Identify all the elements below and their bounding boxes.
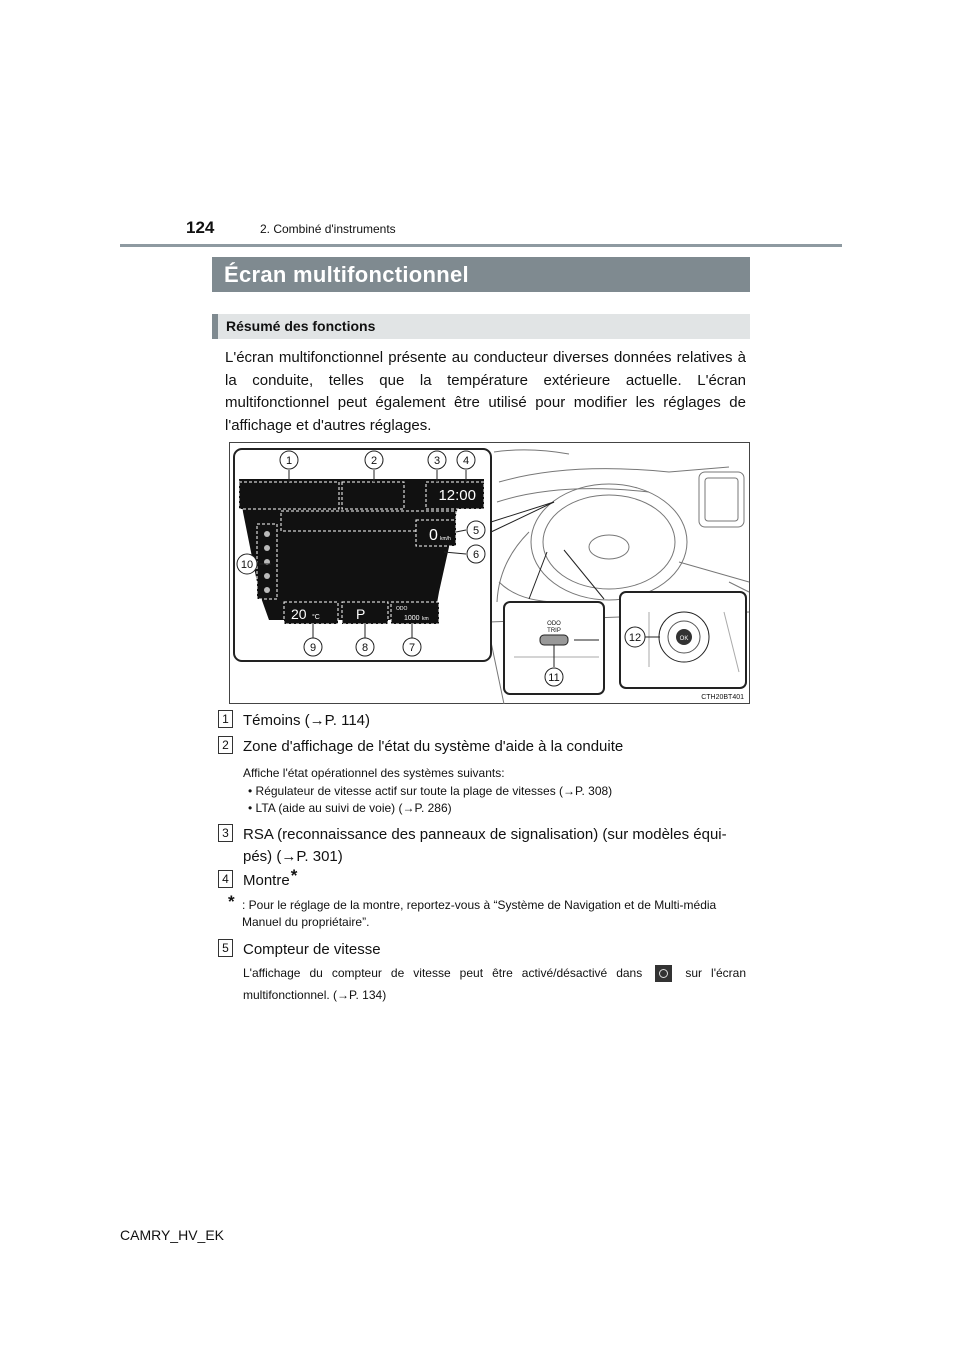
callout-10: 10 xyxy=(240,559,254,571)
footer-model-code: CAMRY_HV_EK xyxy=(120,1227,225,1243)
list-item xyxy=(218,824,745,846)
fig-speed-unit: km/h xyxy=(440,536,451,542)
fig-ok-label: OK xyxy=(679,636,689,642)
speed-desc-part1: L'affichage du compteur de vitesse peut être activé/désactivé dans xyxy=(243,966,643,980)
fig-gear: P xyxy=(356,606,366,622)
item-number: 2 xyxy=(218,736,233,754)
fig-odo-value: 1000 xyxy=(404,615,420,622)
callout-11: 11 xyxy=(548,672,560,684)
list-item xyxy=(218,710,370,732)
list-item xyxy=(218,866,298,892)
fig-temp-unit: °C xyxy=(312,614,320,621)
footnote-star: * xyxy=(228,892,235,911)
instrument-cluster-figure xyxy=(229,442,750,704)
gear-icon xyxy=(655,965,672,982)
item-text: Témoins (→P. 114) xyxy=(243,712,370,729)
bullet-item: • Régulateur de vitesse actif sur toute la plage de vitesses (→P. 308) xyxy=(248,784,613,798)
speedometer-description xyxy=(243,962,746,1006)
item2-description: Affiche l'état opérationnel des systèmes suivants: xyxy=(243,766,505,780)
intro-paragraph: L'écran multifonctionnel présente au conducteur diverses données relatives à la conduite, telles que la température extérieure actuelle. L'écran multifonctionnel peut également être utilisé pour modifier les réglages de l'affichage et d'autres réglages. xyxy=(225,349,746,434)
fig-odo-unit: km xyxy=(422,616,429,622)
callout-1: 1 xyxy=(285,455,293,467)
header-rule xyxy=(120,244,842,247)
section-title: 2. Combiné d'instruments xyxy=(260,222,396,236)
bullet-item: • LTA (aide au suivi de voie) (→P. 286) xyxy=(248,801,452,815)
figure-code: CTH20BT401 xyxy=(701,694,744,701)
fig-clock: 12:00 xyxy=(438,487,476,504)
item-text: Zone d'affichage de l'état du système d'aide à la conduite xyxy=(243,738,624,755)
callout-3: 3 xyxy=(433,455,441,467)
speed-desc-part2: sur l'écran multifonctionnel. (→P. 134) xyxy=(243,966,747,1002)
subtitle: Résumé des fonctions xyxy=(226,318,376,334)
fig-switch-odo: ODO xyxy=(547,621,561,627)
callout-12: 12 xyxy=(628,632,642,644)
item-number: 1 xyxy=(218,710,233,728)
footnote-text: : Pour le réglage de la montre, reportez-vous à “Système de Navigation et de Multi-média Manuel du propriétaire”. xyxy=(242,898,717,929)
item-number: 4 xyxy=(218,870,233,888)
footnote-star: * xyxy=(290,866,298,885)
list-item xyxy=(218,939,381,961)
callout-5: 5 xyxy=(472,525,480,537)
fig-speed: 0 xyxy=(429,527,438,544)
callout-7: 7 xyxy=(408,642,416,654)
item-text: Compteur de vitesse xyxy=(243,941,381,958)
callout-8: 8 xyxy=(361,642,369,654)
item-text: RSA (reconnaissance des panneaux de signalisation) (sur modèles équi- xyxy=(243,826,727,843)
callout-9: 9 xyxy=(309,642,317,654)
item-number: 5 xyxy=(218,939,233,957)
page-number: 124 xyxy=(186,218,215,237)
fig-odo-label: ODO xyxy=(396,606,408,612)
fig-switch-trip: TRIP xyxy=(547,628,561,634)
callout-6: 6 xyxy=(472,549,480,561)
footnote xyxy=(228,892,746,931)
page-title: Écran multifonctionnel xyxy=(224,262,469,287)
item-number: 3 xyxy=(218,824,233,842)
callout-4: 4 xyxy=(462,455,470,467)
callout-2: 2 xyxy=(370,455,378,467)
subtitle-bar xyxy=(212,314,750,339)
fig-temp: 20 xyxy=(291,606,307,622)
list-item xyxy=(218,736,623,758)
item-text: Montre xyxy=(243,872,290,889)
item3-continuation: pés) (→P. 301) xyxy=(243,848,343,865)
title-bar xyxy=(212,257,750,292)
